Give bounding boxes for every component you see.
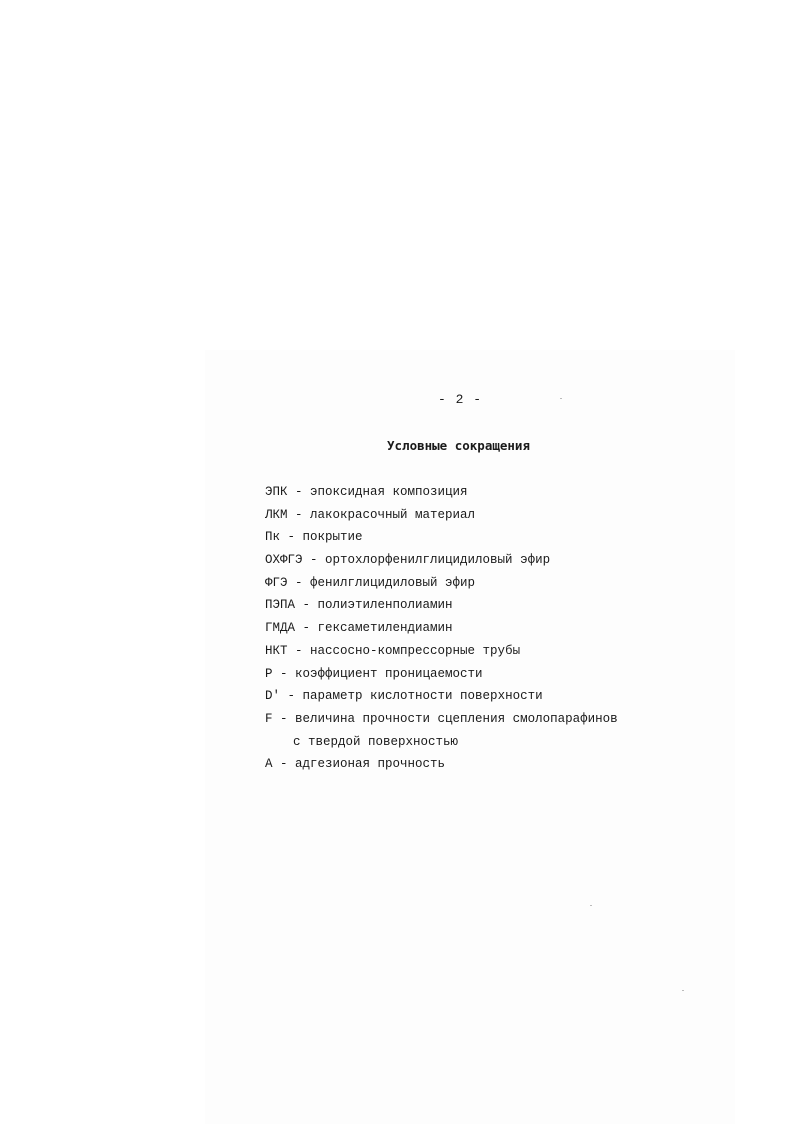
abbreviation-term: ПЭПА	[265, 598, 296, 613]
abbreviation-separator: -	[287, 507, 311, 522]
abbreviation-item	[265, 575, 618, 598]
abbreviation-list	[265, 484, 618, 779]
abbreviation-meaning: величина прочности сцепления смолопарафинов	[295, 711, 618, 726]
abbreviation-separator: -	[272, 711, 296, 726]
scan-speck	[682, 990, 684, 991]
abbreviation-meaning: адгезионая прочность	[295, 757, 446, 772]
abbreviation-term: А	[265, 757, 273, 772]
abbreviation-term: D'	[265, 689, 281, 704]
abbreviation-term: F	[265, 711, 273, 726]
abbreviation-item	[265, 620, 618, 643]
abbreviation-term: НКТ	[265, 643, 288, 658]
abbreviation-item	[265, 507, 618, 530]
abbreviation-item	[265, 529, 618, 552]
abbreviation-term: ФГЭ	[265, 575, 288, 590]
abbreviation-meaning: параметр кислотности поверхности	[302, 689, 543, 704]
abbreviation-meaning: эпоксидная композиция	[310, 485, 468, 499]
abbreviation-separator: -	[295, 598, 318, 613]
abbreviation-meaning: лакокрасочный материал	[310, 507, 476, 522]
abbreviation-meaning-continuation: с твердой поверхностью	[293, 734, 459, 749]
scan-speck	[560, 398, 562, 399]
abbreviation-meaning: коэффициент проницаемости	[295, 666, 483, 681]
abbreviation-item	[265, 597, 618, 620]
abbreviation-item	[265, 666, 618, 689]
abbreviation-separator: -	[287, 643, 311, 658]
abbreviation-term: ОХФГЭ	[265, 553, 303, 568]
page-number: - 2 -	[438, 392, 483, 407]
page-heading: Условные сокращения	[387, 438, 530, 453]
abbreviation-item	[265, 552, 618, 575]
scan-speck	[590, 905, 592, 906]
abbreviation-meaning: фенилглицидиловый эфир	[310, 575, 476, 590]
abbreviation-item	[265, 688, 618, 711]
abbreviation-separator: -	[280, 689, 303, 704]
abbreviation-meaning: ортохлорфенилглицидиловый эфир	[325, 553, 551, 568]
abbreviation-term: ГМДА	[265, 621, 296, 636]
abbreviation-separator: -	[302, 553, 326, 568]
abbreviation-item	[265, 711, 618, 756]
abbreviation-separator: -	[272, 666, 296, 681]
abbreviation-term: Пк	[265, 530, 281, 545]
abbreviation-item	[265, 643, 618, 666]
abbreviation-separator: -	[295, 621, 318, 636]
abbreviation-item	[265, 756, 618, 779]
abbreviation-item	[265, 484, 618, 507]
abbreviation-separator: -	[287, 485, 311, 499]
abbreviation-term: ЭПК	[265, 485, 288, 499]
abbreviation-term: ЛКМ	[265, 507, 288, 522]
abbreviation-meaning: гексаметилендиамин	[317, 621, 453, 636]
abbreviation-meaning: нассосно-компрессорные трубы	[310, 643, 521, 658]
abbreviation-meaning: полиэтиленполиамин	[317, 598, 453, 613]
abbreviation-separator: -	[280, 530, 303, 545]
abbreviation-separator: -	[287, 575, 311, 590]
abbreviation-term: Р	[265, 666, 273, 681]
abbreviation-meaning: покрытие	[302, 530, 363, 545]
abbreviation-separator: -	[272, 757, 296, 772]
